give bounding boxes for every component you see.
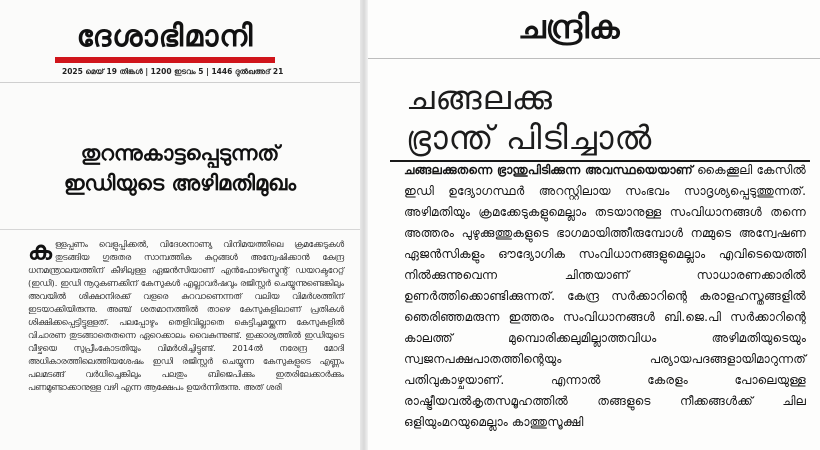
headline-divider — [0, 229, 360, 230]
masthead-red-bar — [55, 57, 275, 63]
page-gutter — [360, 0, 368, 450]
chandrika-page — [368, 0, 820, 450]
headline-line-1: ചങ്ങലക്കു — [406, 78, 553, 117]
headline-line-2: ഭ്രാന്ത് പിടിച്ചാൽ — [406, 118, 653, 157]
editorial-body-text: ള്ളപ്പണം വെളുപ്പിക്കൽ, വിദേശനാണ്യ വിനിമയത്തിലെ ക്രമക്കേടുകൾ തുടങ്ങിയ ഗുരുതര സാമ്പത്തിക കുറ്റങ്ങൾ അന്വേഷിക്കാൻ കേന്ദ്ര ധനമന്ത്രാലയത്തിന് കീഴിലുള്ള ഏജൻസിയാണ് എൻഫോഴ്സ്മെന്റ് ഡയറക്ടറേറ്റ് (ഇഡി). ഇഡി നൂറുകണക്കിന് കേസുകൾ എല്ലാവർഷവും രജിസ്റ്റർ ചെയ്യുന്നുണ്ടെങ്കിലും അവയിൽ ശിക്ഷാനിരക്ക് വളരെ കുറവാണെന്നത് വലിയ വിമർശത്തിന് ഇടയാക്കിയിരുന്നു. അഞ്ച് ശതമാനത്തിൽ താഴെ കേസുകളിലാണ് പ്രതികൾ ശിക്ഷിക്കപ്പെട്ടിട്ടുള്ളത്. പലപ്പോഴും തെളിവില്ലാതെ കെട്ടിച്ചമയ്ക്കുന്ന കേസുകളിൽ വിചാരണ തുടങ്ങാതെതന്നെ ഏറെക്കാലം വൈകുന്നുണ്ട്. ഇക്കാര്യത്തിൽ ഇഡിയുടെ വീഴ്ചയെ സുപ്രീംകോടതിയും വിമർശിച്ചിട്ടുണ്ട്. 2014ൽ നരേന്ദ്ര മോദി അധികാരത്തിലെത്തിയശേഷം ഇഡി രജിസ്റ്റർ ചെയ്യുന്ന കേസുകളുടെ എണ്ണം പലമടങ്ങ് വർധിച്ചെങ്കിലും പലതും ബിജെപിക്കും ഇതരിലേക്കാർക്കും പണമുണ്ടാക്കാനുള്ള വഴി എന്ന ആക്ഷേപം ഉയർന്നിരുന്നു. അത് ശരി — [28, 239, 344, 392]
chandrika-masthead: ചന്ദ്രിക — [518, 8, 620, 46]
editorial-headline: തുറന്നുകാട്ടപ്പെടുന്നത് ഇഡിയുടെ അഴിമതിമുഖം — [63, 141, 297, 195]
editorial-body-text: കൈക്കൂലി കേസിൽ ഇഡി ഉദ്യോഗസ്ഥർ അറസ്റ്റിലായ സംഭവം സാദൃശ്യപ്പെടുത്തുന്നത്. അഴിമതിയും ക്രമക്കേടുകളുമെല്ലാം തടയാനുള്ള സംവിധാനങ്ങൾ തന്നെ അത്തരം പുഴുക്കുത്തുകളുടെ ഭാഗമായിത്തീരുമ്പോൾ നമ്മുടെ അന്വേഷണ ഏജൻസികളും ഔദ്യോഗിക സംവിധാനങ്ങളുമെല്ലാം എവിടെയെത്തി നിൽക്കുന്നുവെന്ന ചിന്തയാണ് സാധാരണക്കാരിൽ ഉണർത്തിക്കൊണ്ടിക്കുന്നത്. കേന്ദ്ര സർക്കാറിന്റെ കരാളഹസ്തങ്ങളിൽ ഞെരിഞ്ഞമരുന്ന ഇത്തരം സംവിധാനങ്ങൾ ബി.ജെ.പി സർക്കാറിന്റെ കാലത്ത് മുമ്പൊരിക്കലുമില്ലാത്തവിധം അഴിമതിയുടെയും സ്വജനപക്ഷപാതത്തിന്റെയും പര്യായപദങ്ങളായിമാറുന്നത് പതിവുകാഴ്ചയാണ്. എന്നാൽ കേരളം പോലെയുള്ള രാഷ്ട്രീയവൽകൃതസമൂഹത്തിൽ തങ്ങളുടെ നീക്കങ്ങൾക്ക് ചില ഒളിയുംമറയുമെല്ലാം കാത്തുസൂക്ഷി — [404, 163, 806, 429]
editorial-body — [404, 160, 806, 433]
drop-cap: ക — [28, 236, 52, 265]
deshabhimani-page — [0, 0, 360, 450]
editorial-body — [28, 238, 344, 394]
body-lead: ചങ്ങലക്കുതന്നെ ഭ്രാന്തുപിടിക്കുന്ന അവസ്ഥയെയാണ് — [404, 163, 693, 177]
editorial-headline — [406, 78, 652, 158]
dateline: 2025 മെയ് 19 തിങ്കൾ | 1200 ഇടവം 5 | 1446 ദുൽഖഅദ് 21 — [62, 67, 284, 76]
masthead-divider — [0, 82, 360, 83]
deshabhimani-masthead: ദേശാഭിമാനി — [76, 19, 254, 54]
masthead-divider — [368, 58, 820, 59]
